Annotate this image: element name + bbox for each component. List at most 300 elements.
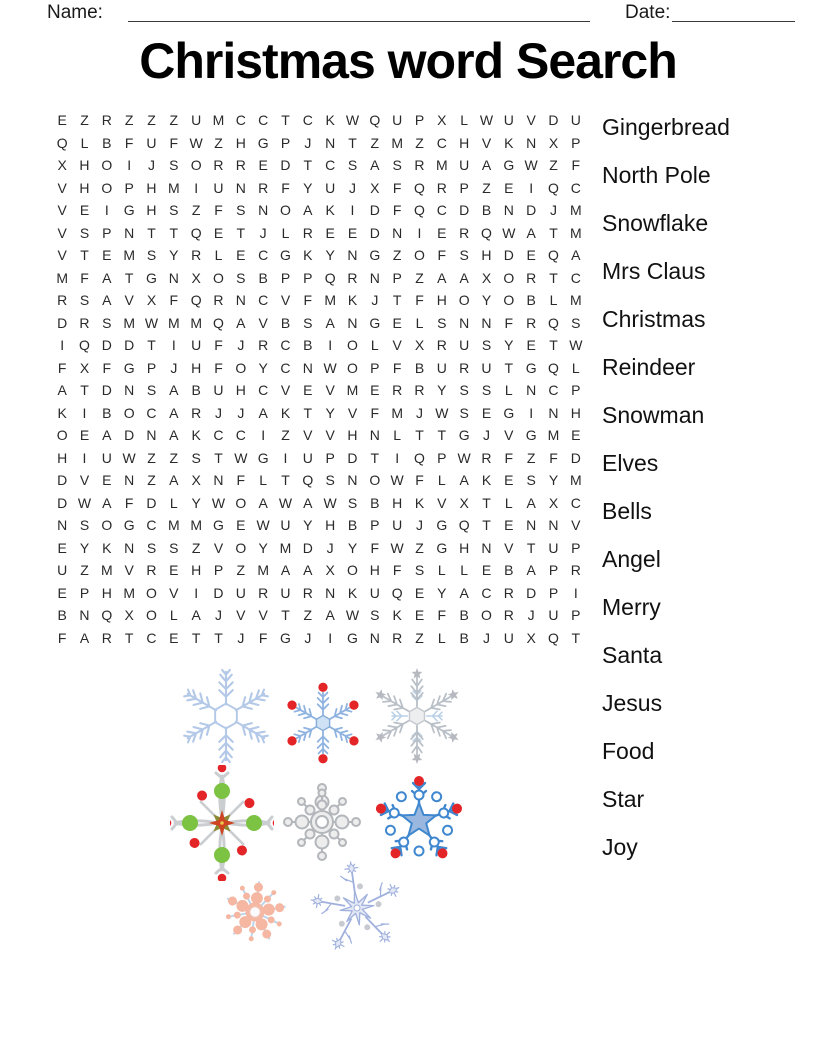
grid-letter: F — [571, 157, 581, 174]
grid-letter: V — [504, 427, 514, 444]
grid-letter: F — [214, 337, 223, 354]
grid-letter: U — [503, 112, 514, 129]
grid-letter: K — [414, 494, 425, 511]
grid-letter: P — [102, 224, 112, 241]
grid-letter: W — [77, 494, 92, 511]
grid-letter: F — [437, 247, 447, 264]
grid-letter: F — [392, 202, 402, 219]
grid-letter: M — [123, 247, 135, 264]
grid-letter: U — [392, 517, 403, 534]
grid-letter: A — [481, 157, 492, 174]
grid-letter: O — [101, 157, 113, 174]
grid-letter: Z — [214, 134, 223, 151]
grid-letter: G — [123, 359, 135, 376]
sparkle-snowflake-lavender-icon — [307, 858, 407, 958]
grid-letter: Y — [79, 539, 90, 556]
grid-letter: Z — [482, 179, 491, 196]
grid-letter: X — [370, 179, 380, 196]
grid-letter: N — [235, 179, 246, 196]
grid-letter: Z — [415, 629, 424, 646]
grid-letter: F — [504, 449, 514, 466]
grid-letter: T — [392, 292, 402, 309]
grid-letter: E — [504, 179, 514, 196]
grid-letter: A — [79, 629, 90, 646]
word-list-item: Reindeer — [602, 353, 696, 380]
star-snowflake-gray-green-red-icon — [170, 765, 274, 881]
grid-letter: B — [102, 134, 112, 151]
grid-letter: B — [459, 607, 469, 624]
grid-letter: V — [169, 584, 179, 601]
grid-letter: E — [481, 404, 492, 421]
grid-letter: H — [235, 382, 246, 399]
grid-letter: B — [280, 314, 291, 331]
grid-letter: H — [325, 517, 336, 534]
grid-letter: C — [235, 427, 246, 444]
grid-letter: D — [526, 584, 537, 601]
grid-letter: Q — [548, 247, 559, 264]
grid-letter: N — [146, 427, 157, 444]
grid-letter: I — [328, 337, 333, 354]
grid-letter: F — [214, 359, 223, 376]
grid-letter: S — [459, 247, 469, 264]
grid-letter: L — [415, 314, 424, 331]
grid-letter: Z — [191, 202, 201, 219]
grid-letter: W — [479, 112, 494, 129]
grid-letter: R — [459, 224, 470, 241]
grid-letter: X — [325, 562, 335, 579]
grid-letter: D — [124, 427, 135, 444]
grid-letter: O — [503, 269, 515, 286]
grid-letter: V — [504, 539, 514, 556]
grid-letter: E — [79, 427, 90, 444]
grid-letter: E — [414, 584, 425, 601]
grid-letter: E — [102, 247, 112, 264]
grid-letter: N — [258, 202, 269, 219]
grid-letter: G — [257, 134, 269, 151]
grid-letter: T — [124, 629, 134, 646]
grid-letter: T — [549, 269, 558, 286]
grid-letter: C — [258, 292, 269, 309]
grid-letter: R — [392, 382, 403, 399]
grid-letter: R — [258, 337, 269, 354]
grid-letter: N — [369, 629, 380, 646]
grid-letter: P — [146, 359, 157, 376]
grid-letter: N — [526, 517, 537, 534]
grid-letter: C — [146, 404, 157, 421]
grid-letter: Y — [303, 179, 313, 196]
grid-letter: C — [280, 359, 291, 376]
grid-letter: O — [235, 539, 247, 556]
grid-letter: A — [526, 494, 536, 511]
grid-letter: Y — [325, 247, 335, 264]
feather-snowflake-gray-stars-icon — [369, 668, 465, 764]
grid-letter: Y — [548, 472, 559, 489]
grid-letter: V — [79, 472, 90, 489]
date-label: Date: — [625, 2, 671, 23]
grid-letter: O — [101, 179, 113, 196]
grid-letter: R — [347, 269, 358, 286]
grid-letter: A — [102, 292, 112, 309]
word-list-item: Star — [602, 785, 645, 812]
grid-letter: F — [169, 292, 179, 309]
word-list-item: Gingerbread — [602, 113, 730, 140]
grid-letter: M — [167, 179, 180, 196]
grid-letter: N — [124, 472, 135, 489]
grid-letter: E — [347, 224, 358, 241]
grid-letter: R — [481, 449, 492, 466]
grid-letter: M — [56, 269, 68, 286]
grid-letter: V — [213, 539, 224, 556]
grid-letter: J — [527, 607, 535, 624]
grid-letter: R — [213, 292, 224, 309]
word-list-item: Angel — [602, 545, 661, 572]
grid-letter: O — [347, 337, 358, 354]
grid-letter: M — [212, 112, 225, 129]
grid-letter: T — [303, 157, 313, 174]
molecule-snowflake-peach-icon — [215, 870, 295, 954]
grid-letter: H — [146, 202, 157, 219]
grid-letter: L — [504, 382, 513, 399]
grid-letter: E — [236, 517, 246, 534]
grid-letter: G — [525, 427, 537, 444]
grid-letter: A — [57, 382, 67, 399]
grid-letter: E — [169, 629, 179, 646]
grid-letter: E — [102, 472, 112, 489]
grid-letter: F — [370, 539, 380, 556]
grid-letter: M — [257, 562, 269, 579]
grid-letter: H — [79, 157, 90, 174]
grid-letter: L — [370, 337, 379, 354]
grid-letter: E — [258, 157, 268, 174]
grid-letter: U — [570, 112, 581, 129]
grid-letter: X — [191, 269, 201, 286]
grid-letter: T — [147, 224, 156, 241]
grid-letter: S — [370, 607, 380, 624]
grid-letter: U — [101, 449, 112, 466]
grid-letter: W — [323, 494, 337, 511]
grid-letter: H — [79, 179, 90, 196]
grid-letter: M — [569, 292, 582, 309]
grid-letter: L — [169, 494, 178, 511]
grid-letter: Z — [281, 427, 290, 444]
grid-letter: J — [170, 359, 178, 376]
grid-letter: T — [236, 224, 246, 241]
grid-letter: N — [347, 314, 358, 331]
grid-letter: A — [437, 269, 447, 286]
grid-letter: P — [414, 112, 425, 129]
grid-letter: B — [526, 292, 536, 309]
grid-letter: I — [395, 449, 400, 466]
grid-letter: T — [80, 382, 89, 399]
grid-letter: H — [146, 179, 157, 196]
grid-letter: O — [458, 292, 470, 309]
grid-letter: T — [571, 629, 581, 646]
grid-letter: W — [144, 314, 159, 331]
grid-letter: L — [460, 562, 469, 579]
grid-letter: A — [102, 494, 112, 511]
grid-letter: C — [146, 517, 157, 534]
grid-letter: F — [415, 292, 424, 309]
grid-letter: N — [325, 584, 336, 601]
grid-letter: M — [190, 517, 202, 534]
grid-letter: P — [124, 179, 134, 196]
grid-letter: V — [325, 382, 335, 399]
grid-letter: W — [122, 449, 136, 466]
grid-letter: R — [235, 157, 246, 174]
grid-letter: R — [101, 629, 112, 646]
grid-letter: X — [124, 607, 134, 624]
grid-letter: O — [146, 607, 157, 624]
grid-letter: L — [214, 247, 223, 264]
grid-letter: J — [214, 404, 222, 421]
grid-letter: R — [191, 404, 202, 421]
grid-letter: G — [123, 517, 135, 534]
grid-letter: J — [371, 292, 379, 309]
grid-letter: Z — [526, 449, 536, 466]
grid-letter: L — [571, 359, 580, 376]
grid-letter: T — [214, 449, 223, 466]
grid-letter: O — [190, 157, 202, 174]
grid-letter: Q — [548, 314, 559, 331]
grid-letter: G — [436, 517, 448, 534]
grid-letter: E — [504, 517, 514, 534]
grid-letter: H — [101, 584, 112, 601]
grid-letter: C — [258, 382, 269, 399]
grid-letter: E — [325, 224, 335, 241]
grid-letter: B — [459, 629, 469, 646]
grid-letter: Q — [56, 134, 68, 151]
grid-letter: Z — [415, 269, 424, 286]
grid-letter: W — [435, 404, 449, 421]
grid-letter: C — [570, 494, 581, 511]
grid-letter: J — [237, 404, 245, 421]
grid-letter: P — [571, 539, 581, 556]
grid-letter: I — [529, 179, 534, 196]
grid-letter: G — [123, 202, 135, 219]
grid-letter: G — [213, 517, 224, 534]
grid-letter: D — [302, 539, 313, 556]
grid-letter: P — [303, 269, 313, 286]
grid-letter: J — [326, 539, 334, 556]
grid-letter: D — [280, 157, 291, 174]
grid-letter: K — [504, 134, 514, 151]
grid-letter: H — [347, 427, 358, 444]
grid-letter: C — [258, 247, 269, 264]
grid-letter: U — [392, 112, 403, 129]
grid-letter: I — [194, 179, 199, 196]
molecule-snowflake-gray-icon — [282, 782, 362, 862]
grid-letter: U — [280, 517, 291, 534]
grid-letter: H — [481, 247, 492, 264]
grid-letter: V — [280, 292, 291, 309]
grid-letter: U — [548, 607, 559, 624]
grid-letter: O — [347, 562, 358, 579]
grid-letter: Z — [80, 562, 89, 579]
grid-letter: W — [390, 539, 404, 556]
grid-letter: C — [213, 427, 224, 444]
grid-letter: E — [504, 472, 514, 489]
grid-letter: R — [57, 292, 68, 309]
grid-letter: D — [526, 202, 537, 219]
grid-letter: K — [481, 472, 492, 489]
grid-letter: L — [437, 629, 446, 646]
grid-letter: Z — [147, 472, 156, 489]
grid-letter: V — [571, 517, 581, 534]
grid-letter: P — [370, 517, 380, 534]
grid-letter: A — [571, 247, 581, 264]
grid-letter: P — [280, 134, 291, 151]
grid-letter: R — [79, 314, 90, 331]
grid-letter: G — [503, 404, 515, 421]
grid-letter: F — [281, 179, 290, 196]
grid-letter: V — [526, 112, 536, 129]
grid-letter: X — [548, 134, 559, 151]
grid-letter: E — [414, 607, 425, 624]
grid-letter: A — [303, 494, 313, 511]
grid-letter: B — [414, 359, 425, 376]
grid-letter: F — [124, 134, 134, 151]
grid-letter: K — [392, 607, 402, 624]
grid-letter: D — [57, 472, 68, 489]
grid-letter: P — [571, 382, 581, 399]
grid-letter: V — [280, 382, 291, 399]
grid-letter: O — [235, 494, 247, 511]
grid-letter: P — [548, 562, 559, 579]
grid-letter: Y — [191, 494, 201, 511]
grid-letter: F — [415, 472, 424, 489]
grid-letter: E — [303, 382, 313, 399]
grid-letter: O — [481, 607, 492, 624]
grid-letter: U — [280, 584, 291, 601]
grid-letter: Q — [213, 314, 224, 331]
grid-letter: D — [101, 382, 112, 399]
grid-letter: O — [123, 404, 135, 421]
grid-letter: G — [257, 449, 269, 466]
grid-letter: M — [346, 382, 359, 399]
word-list-item: Snowman — [602, 401, 705, 428]
grid-letter: V — [347, 404, 358, 421]
grid-letter: R — [392, 629, 403, 646]
grid-letter: J — [237, 337, 245, 354]
grid-letter: P — [325, 449, 335, 466]
grid-letter: N — [503, 202, 514, 219]
grid-letter: I — [529, 404, 534, 421]
grid-letter: Z — [415, 539, 424, 556]
grid-letter: C — [280, 337, 291, 354]
grid-letter: Z — [169, 112, 179, 129]
word-list-item: Joy — [602, 833, 638, 860]
grid-letter: R — [258, 179, 269, 196]
grid-letter: W — [234, 449, 248, 466]
grid-letter: I — [573, 584, 578, 601]
grid-letter: D — [347, 449, 358, 466]
name-label: Name: — [47, 2, 103, 23]
grid-letter: N — [168, 269, 179, 286]
grid-letter: W — [502, 224, 516, 241]
grid-letter: H — [570, 404, 581, 421]
grid-letter: V — [303, 427, 313, 444]
grid-letter: X — [459, 494, 469, 511]
grid-letter: H — [191, 359, 202, 376]
grid-letter: B — [57, 607, 67, 624]
grid-letter: B — [102, 404, 112, 421]
grid-letter: G — [369, 247, 381, 264]
grid-letter: B — [347, 517, 358, 534]
grid-letter: O — [414, 247, 425, 264]
grid-letter: F — [392, 179, 402, 196]
grid-letter: Y — [437, 382, 447, 399]
grid-letter: U — [235, 584, 246, 601]
grid-letter: Z — [415, 134, 424, 151]
grid-letter: G — [280, 629, 291, 646]
grid-letter: X — [79, 359, 90, 376]
grid-letter: U — [436, 359, 447, 376]
grid-letter: T — [281, 112, 290, 129]
grid-letter: E — [213, 224, 224, 241]
grid-letter: O — [369, 472, 381, 489]
grid-letter: V — [258, 607, 268, 624]
grid-letter: B — [191, 382, 201, 399]
grid-letter: A — [526, 562, 536, 579]
grid-letter: Q — [79, 337, 90, 354]
word-list-item: Merry — [602, 593, 661, 620]
grid-letter: E — [526, 337, 536, 354]
grid-letter: P — [459, 179, 469, 196]
grid-letter: S — [481, 337, 492, 354]
grid-letter: U — [459, 157, 470, 174]
grid-letter: S — [459, 404, 469, 421]
grid-letter: K — [347, 292, 358, 309]
grid-letter: Q — [414, 179, 425, 196]
grid-letter: C — [436, 202, 447, 219]
grid-letter: I — [82, 449, 87, 466]
grid-letter: O — [56, 427, 68, 444]
grid-letter: U — [503, 629, 514, 646]
grid-letter: J — [304, 134, 312, 151]
grid-letter: Q — [548, 179, 559, 196]
grid-letter: S — [169, 157, 179, 174]
grid-letter: D — [369, 224, 380, 241]
grid-letter: Y — [481, 292, 492, 309]
grid-letter: N — [481, 539, 492, 556]
grid-letter: V — [236, 607, 246, 624]
grid-letter: T — [147, 337, 156, 354]
word-list-item: Snowflake — [602, 209, 709, 236]
grid-letter: W — [189, 134, 203, 151]
grid-letter: E — [57, 584, 67, 601]
grid-letter: U — [302, 449, 313, 466]
grid-letter: M — [569, 224, 582, 241]
grid-letter: W — [524, 157, 538, 174]
grid-letter: C — [481, 584, 492, 601]
grid-letter: M — [100, 562, 113, 579]
grid-letter: C — [325, 157, 336, 174]
grid-letter: R — [436, 179, 447, 196]
grid-letter: T — [549, 337, 558, 354]
grid-letter: S — [102, 314, 112, 331]
grid-letter: Z — [80, 112, 89, 129]
grid-letter: E — [370, 382, 380, 399]
grid-letter: K — [303, 247, 313, 264]
grid-letter: Y — [258, 359, 268, 376]
grid-letter: T — [526, 539, 536, 556]
grid-letter: H — [369, 562, 380, 579]
grid-letter: U — [191, 112, 202, 129]
grid-letter: X — [526, 629, 536, 646]
grid-letter: S — [79, 292, 90, 309]
grid-letter: J — [482, 427, 490, 444]
grid-letter: H — [436, 292, 447, 309]
